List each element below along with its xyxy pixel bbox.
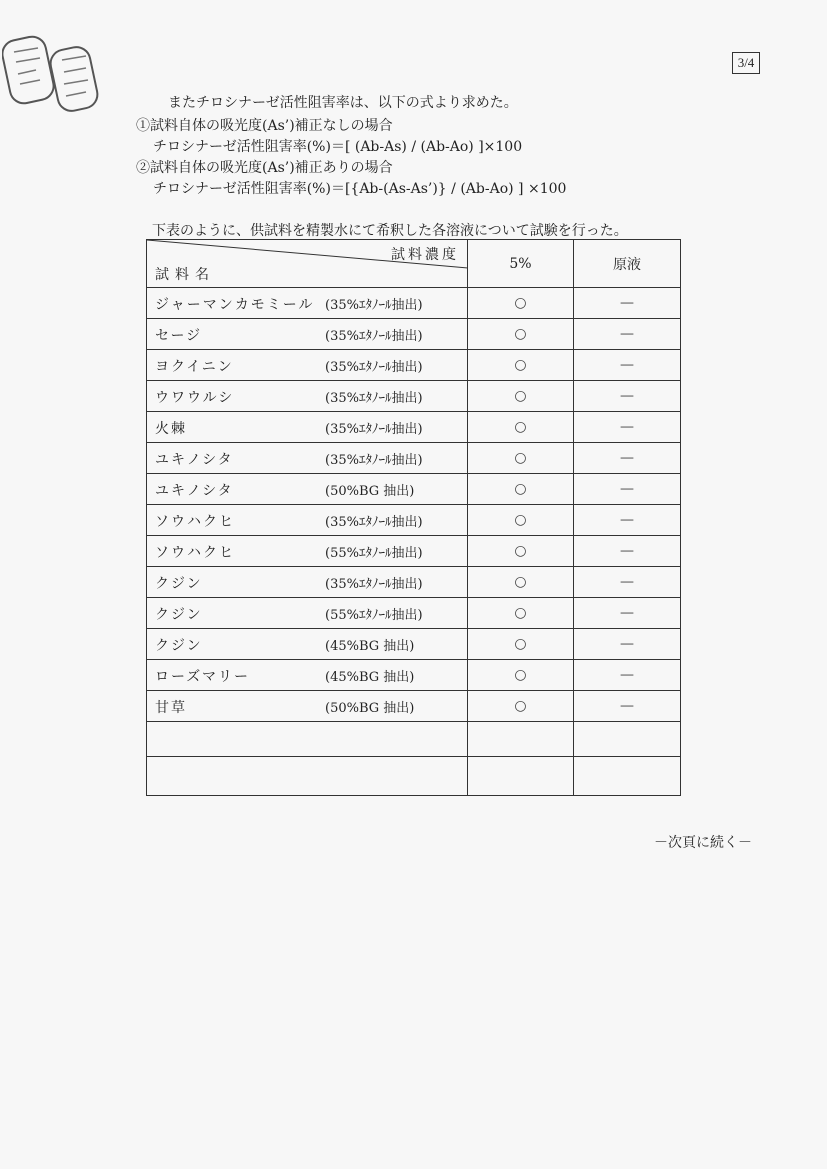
header-stock: 原液 <box>574 240 681 288</box>
seal-stamp-icon <box>2 28 100 116</box>
table-row <box>147 567 681 598</box>
table-row <box>147 288 681 319</box>
header-sample-name: 試料名 <box>155 267 215 283</box>
sample-name: セージ <box>155 328 203 344</box>
case2-label: ②試料自体の吸光度(As’)補正ありの場合 <box>136 160 393 176</box>
sample-name-cell <box>147 505 468 536</box>
mark-5pct: ○ <box>468 350 574 381</box>
sample-name: 甘草 <box>155 700 187 716</box>
mark-stock: — <box>574 660 681 691</box>
mark-5pct: ○ <box>468 505 574 536</box>
sample-name-cell <box>147 629 468 660</box>
sample-name: 火棘 <box>155 421 187 437</box>
mark-5pct: ○ <box>468 567 574 598</box>
mark-5pct: ○ <box>468 691 574 722</box>
blank-row <box>147 722 681 757</box>
mark-stock: — <box>574 505 681 536</box>
table-row <box>147 660 681 691</box>
mark-stock: — <box>574 567 681 598</box>
blank-row <box>147 757 681 796</box>
mark-stock: — <box>574 412 681 443</box>
sample-name-cell <box>147 660 468 691</box>
table-row <box>147 350 681 381</box>
extraction-method: (35%ｴﾀﾉｰﾙ抽出) <box>325 360 423 375</box>
table-row <box>147 691 681 722</box>
page-number: 3/4 <box>732 52 760 74</box>
table-header-row <box>147 240 681 288</box>
table-row <box>147 412 681 443</box>
sample-name: ソウハクヒ <box>155 545 235 561</box>
sample-name-cell <box>147 567 468 598</box>
mark-stock: — <box>574 443 681 474</box>
table-row <box>147 536 681 567</box>
table-row <box>147 474 681 505</box>
mark-5pct: ○ <box>468 381 574 412</box>
extraction-method: (45%BG 抽出) <box>325 639 415 654</box>
header-diagonal-cell <box>147 240 468 288</box>
mark-stock: — <box>574 536 681 567</box>
mark-5pct: ○ <box>468 288 574 319</box>
extraction-method: (50%BG 抽出) <box>325 701 415 716</box>
sample-name: ウワウルシ <box>155 390 235 406</box>
blank-cell <box>468 722 574 757</box>
extraction-method: (50%BG 抽出) <box>325 484 415 499</box>
table-intro: 下表のように、供試料を精製水にて希釈した各溶液について試験を行った。 <box>152 223 628 239</box>
mark-5pct: ○ <box>468 474 574 505</box>
sample-name: クジン <box>155 576 203 592</box>
blank-cell <box>574 722 681 757</box>
mark-stock: — <box>574 691 681 722</box>
sample-name: ヨクイニン <box>155 359 234 375</box>
sample-name: ローズマリー <box>155 669 251 685</box>
sample-name: クジン <box>155 607 203 623</box>
extraction-method: (35%ｴﾀﾉｰﾙ抽出) <box>325 577 423 592</box>
mark-5pct: ○ <box>468 660 574 691</box>
sample-name: ソウハクヒ <box>155 514 235 530</box>
table-row <box>147 505 681 536</box>
mark-5pct: ○ <box>468 598 574 629</box>
mark-5pct: ○ <box>468 319 574 350</box>
header-concentration: 試料濃度 <box>391 247 459 263</box>
mark-stock: — <box>574 381 681 412</box>
mark-5pct: ○ <box>468 536 574 567</box>
table-row <box>147 443 681 474</box>
sample-name-cell <box>147 381 468 412</box>
sample-name-cell <box>147 412 468 443</box>
sample-name-cell <box>147 288 468 319</box>
table-row <box>147 381 681 412</box>
mark-stock: — <box>574 350 681 381</box>
mark-stock: — <box>574 319 681 350</box>
case1-formula: チロシナーゼ活性阻害率(%)＝[ (Ab-As) / (Ab-Ao) ]×100 <box>153 139 523 155</box>
sample-name-cell <box>147 443 468 474</box>
intro-text: またチロシナーゼ活性阻害率は、以下の式より求めた。 <box>168 95 518 111</box>
table-row <box>147 629 681 660</box>
extraction-method: (35%ｴﾀﾉｰﾙ抽出) <box>325 422 423 437</box>
extraction-method: (35%ｴﾀﾉｰﾙ抽出) <box>325 515 423 530</box>
sample-name-cell <box>147 536 468 567</box>
table-row <box>147 598 681 629</box>
sample-name-cell <box>147 350 468 381</box>
table-row <box>147 319 681 350</box>
sample-name-cell <box>147 474 468 505</box>
mark-stock: — <box>574 474 681 505</box>
mark-stock: — <box>574 288 681 319</box>
extraction-method: (35%ｴﾀﾉｰﾙ抽出) <box>325 453 423 468</box>
mark-5pct: ○ <box>468 443 574 474</box>
extraction-method: (55%ｴﾀﾉｰﾙ抽出) <box>325 608 423 623</box>
extraction-method: (45%BG 抽出) <box>325 670 415 685</box>
mark-stock: — <box>574 598 681 629</box>
sample-name: ユキノシタ <box>155 483 234 499</box>
sample-name: クジン <box>155 638 203 654</box>
mark-5pct: ○ <box>468 629 574 660</box>
sample-name: ユキノシタ <box>155 452 234 468</box>
extraction-method: (55%ｴﾀﾉｰﾙ抽出) <box>325 546 423 561</box>
header-5pct: 5% <box>468 240 574 288</box>
extraction-method: (35%ｴﾀﾉｰﾙ抽出) <box>325 391 423 406</box>
mark-stock: — <box>574 629 681 660</box>
case1-label: ①試料自体の吸光度(As’)補正なしの場合 <box>136 118 393 134</box>
case2-formula: チロシナーゼ活性阻害率(%)＝[{Ab-(As-As’)} / (Ab-Ao) ] ×100 <box>153 181 567 197</box>
mark-5pct: ○ <box>468 412 574 443</box>
sample-name-cell <box>147 598 468 629</box>
sample-table <box>146 239 681 796</box>
blank-cell <box>574 757 681 796</box>
sample-name: ジャーマンカモミール <box>155 297 315 313</box>
extraction-method: (35%ｴﾀﾉｰﾙ抽出) <box>325 329 423 344</box>
sample-name-cell <box>147 319 468 350</box>
sample-name-cell <box>147 691 468 722</box>
blank-cell <box>468 757 574 796</box>
continued-footer: －次頁に続く－ <box>654 835 752 851</box>
extraction-method: (35%ｴﾀﾉｰﾙ抽出) <box>325 298 423 313</box>
blank-cell <box>147 757 468 796</box>
blank-cell <box>147 722 468 757</box>
